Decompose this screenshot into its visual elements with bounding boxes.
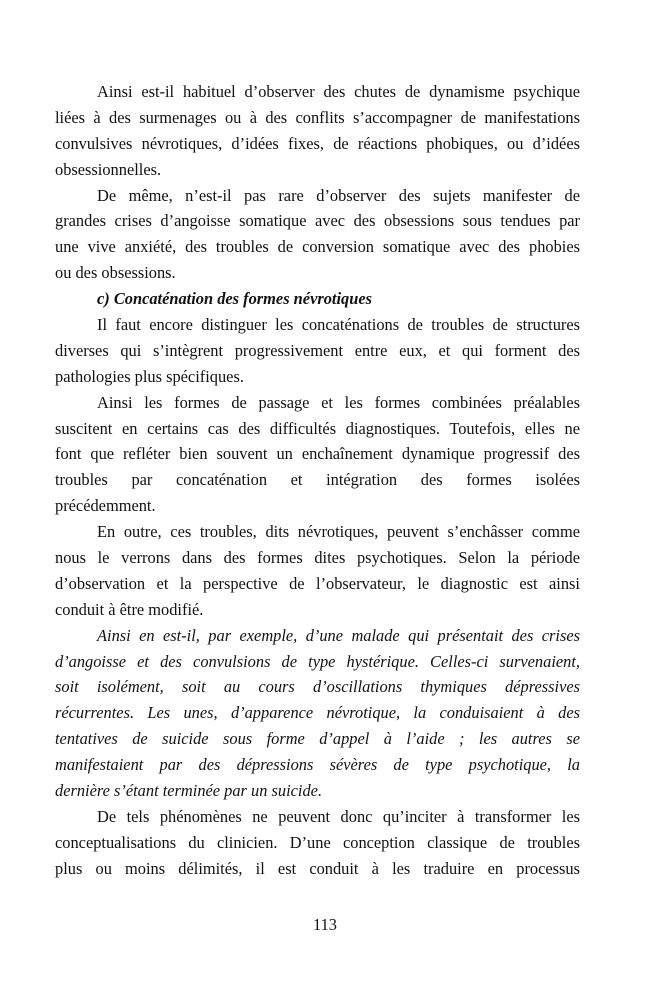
text-line: précédemment. — [55, 496, 156, 516]
text-line: De même, n’est-il pas rare d’observer des sujets manifester de — [97, 185, 580, 205]
paragraph — [55, 519, 580, 623]
text-line: conduit à être modifié. — [55, 599, 204, 619]
text-line: d’observation et la perspective de l’observateur, le diagnostic est ainsi — [55, 573, 580, 593]
paragraph — [55, 312, 580, 390]
paragraph — [55, 390, 580, 519]
page-body — [55, 79, 580, 882]
paragraph — [55, 79, 580, 183]
text-line: grandes crises d’angoisse somatique avec des obsessions sous tendues par — [55, 211, 580, 231]
text-line: suscitent en certains cas des difficultés diagnostiques. Toutefois, elles ne — [55, 418, 580, 438]
text-line: De tels phénomènes ne peuvent donc qu’inciter à transformer les — [97, 806, 580, 826]
text-line: ou des obsessions. — [55, 263, 176, 283]
text-line: font que refléter bien souvent un enchaînement dynamique progressif des — [55, 444, 580, 464]
paragraph — [55, 183, 580, 287]
text-line: Ainsi les formes de passage et les formes combinées préalables — [97, 392, 580, 412]
text-line: obsessionnelles. — [55, 159, 162, 179]
section-heading: c) Concaténation des formes névrotiques — [97, 289, 372, 309]
text-line: convulsives névrotiques, d’idées fixes, de réactions phobiques, ou d’idées — [55, 133, 580, 153]
text-line: Ainsi est-il habituel d’observer des chutes de dynamisme psychique — [97, 82, 580, 101]
page-number: 113 — [313, 915, 337, 934]
text-line: nous le verrons dans des formes dites psychotiques. Selon la période — [55, 548, 580, 568]
text-line: Il faut encore distinguer les concaténations de troubles de structures — [97, 315, 580, 335]
text-line: troubles par concaténation et intégration des formes isolées — [55, 470, 580, 490]
example-paragraph — [55, 623, 580, 804]
text-line: récurrentes. Les unes, d’apparence névrotique, la conduisaient à des — [55, 703, 580, 723]
paragraph — [55, 804, 580, 882]
text-line: Ainsi en est-il, par exemple, d’une malade qui présentait des crises — [97, 625, 580, 645]
text-line: pathologies plus spécifiques. — [55, 366, 244, 386]
text-line: dernière s’étant terminée par un suicide. — [55, 781, 323, 801]
text-line: tentatives de suicide sous forme d’appel à l’aide ; les autres se — [55, 729, 580, 749]
text-line: En outre, ces troubles, dits névrotiques, peuvent s’enchâsser comme — [97, 522, 580, 542]
text-line: soit isolément, soit au cours d’oscillations thymiques dépressives — [55, 677, 580, 697]
text-line: diverses qui s’intègrent progressivement entre eux, et qui forment des — [55, 340, 580, 360]
text-line: d’angoisse et des convulsions de type hystérique. Celles-ci survenaient, — [55, 651, 580, 671]
text-line: liées à des surmenages ou à des conflits s’accompagner de manifestations — [55, 107, 580, 127]
text-line: une vive anxiété, des troubles de conversion somatique avec des phobies — [55, 237, 580, 257]
text-line: plus ou moins délimités, il est conduit à les traduire en processus — [55, 858, 580, 878]
text-line: conceptualisations du clinicien. D’une conception classique de troubles — [55, 832, 580, 852]
text-line: manifestaient par des dépressions sévères de type psychotique, la — [55, 755, 580, 775]
